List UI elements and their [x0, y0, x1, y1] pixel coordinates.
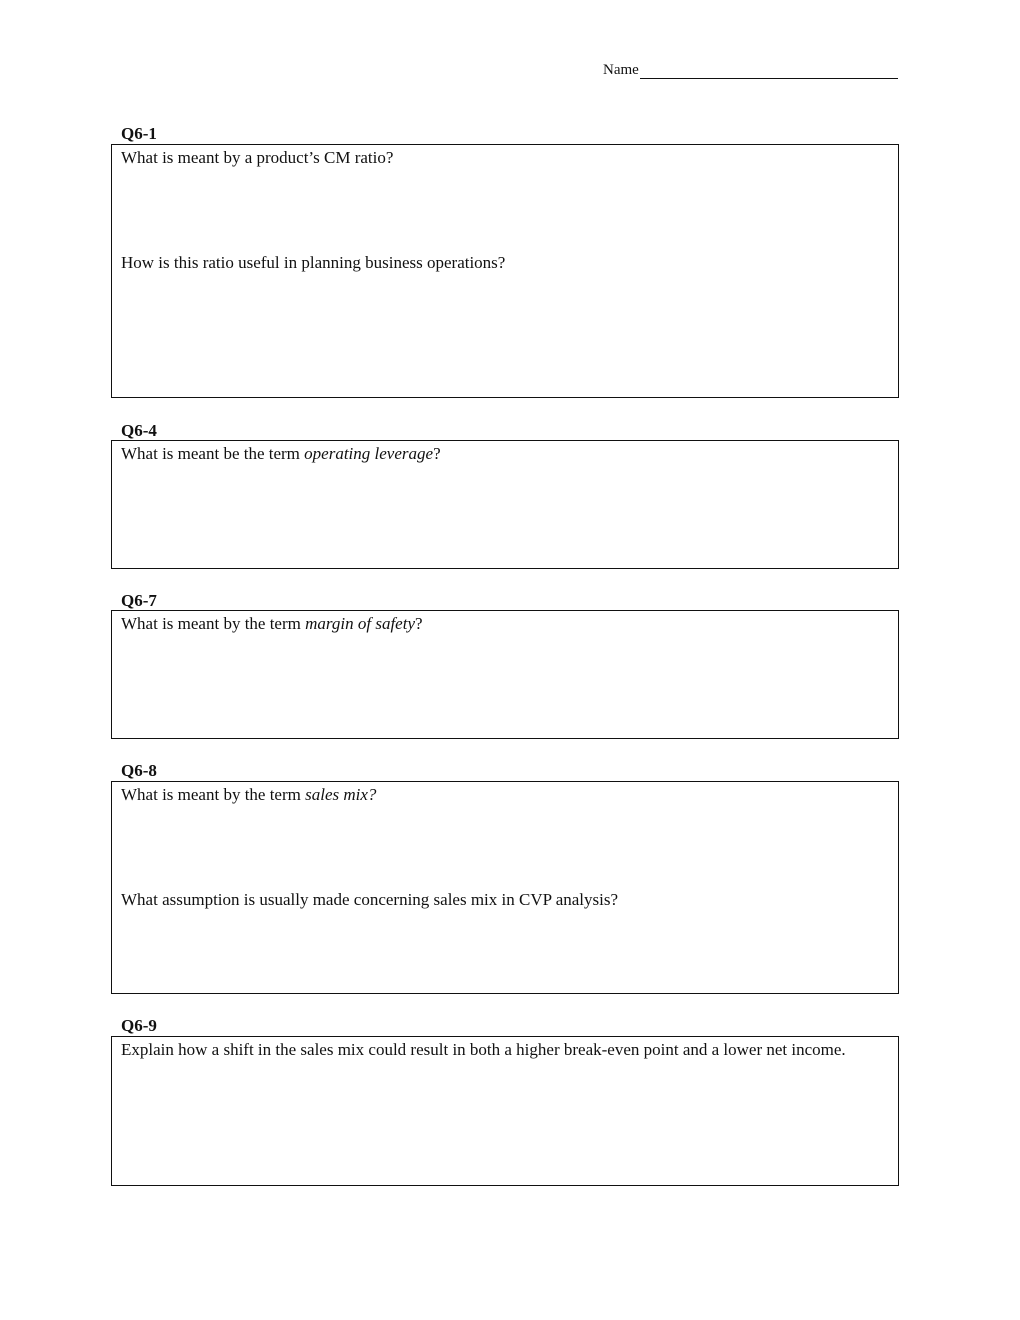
answer-box-q6-7[interactable] [111, 610, 899, 739]
question-prompt: What assumption is usually made concerning sales mix in CVP analysis? [121, 890, 619, 909]
question-prompt: What is meant by a product’s CM ratio? [121, 148, 394, 167]
question-prompt: What is meant by the term sales mix? [121, 785, 377, 804]
name-field[interactable] [603, 62, 898, 79]
question-label-q6-9: Q6-9 [121, 1016, 157, 1035]
question-label-q6-8: Q6-8 [121, 761, 157, 780]
name-label: Name [603, 62, 639, 78]
question-prompt: What is meant be the term operating leverage? [121, 444, 441, 463]
question-prompt: How is this ratio useful in planning business operations? [121, 253, 506, 272]
answer-box-q6-1[interactable] [111, 144, 899, 398]
question-label-q6-1: Q6-1 [121, 124, 157, 143]
question-prompt: What is meant by the term margin of safety? [121, 614, 423, 633]
answer-box-q6-8[interactable] [111, 781, 899, 994]
question-label-q6-7: Q6-7 [121, 591, 157, 610]
answer-box-q6-9[interactable] [111, 1036, 899, 1186]
answer-box-q6-4[interactable] [111, 440, 899, 569]
name-blank-line[interactable] [640, 63, 898, 79]
question-label-q6-4: Q6-4 [121, 421, 157, 440]
question-prompt: Explain how a shift in the sales mix could result in both a higher break-even point and a lower net income. [121, 1040, 846, 1059]
